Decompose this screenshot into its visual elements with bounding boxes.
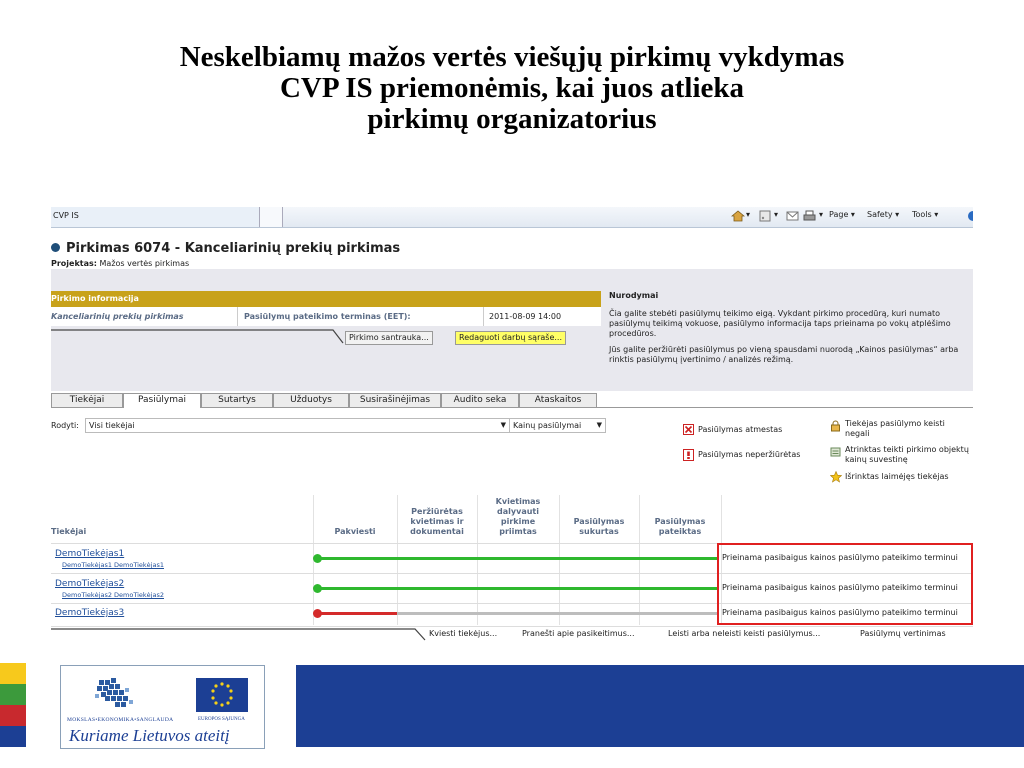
tab-suppliers[interactable]: Tiekėjai: [51, 393, 123, 407]
browser-tab[interactable]: [51, 207, 260, 227]
page-title: Pirkimas 6074 - Kanceliarinių prekių pirkimas: [51, 241, 400, 256]
summary-icon: [830, 446, 841, 458]
print-icon[interactable]: [803, 210, 816, 224]
col-suppliers: Tiekėjai: [51, 527, 87, 536]
progress-track: [317, 557, 717, 560]
slide-title-line-2: CVP IS priemonėmis, kai juos atlieka: [279, 72, 745, 104]
purchase-summary-button[interactable]: Pirkimo santrauka...: [345, 331, 433, 345]
bullet-icon: [51, 243, 60, 252]
tab-audit[interactable]: Audito seka: [441, 393, 519, 407]
allow-change-button[interactable]: Leisti arba neleisti keisti pasiūlymus...: [668, 629, 821, 638]
star-icon: [830, 471, 842, 483]
footer-blue-band: [296, 665, 1024, 747]
feeds-dropdown-icon[interactable]: ▾: [774, 210, 779, 219]
mail-icon[interactable]: [786, 210, 799, 224]
flag-stripe-blue: [0, 726, 26, 747]
tab-reports[interactable]: Ataskaitos: [519, 393, 597, 407]
screenshot: CVP IS ▾ ▾ ▾ Page ▾ Safety ▾ Tools ▾ Pirkimas 6074 - Kanceliarinių prekių pirkimas Projektas: Mažos vertės pirkimas Pirkimo informacija Kanceliarinių prekių pirkimas Pasiūlymų pateikimo terminas (EET): 2011-08-09 14:00 Pirkimo santrauka... Redaguoti darbų sąraše... Nurodymai Čia galite stebėti pasiūlymų teikimo eigą. Vykdant pirkimo procedūrą, kuri numato pasiūlymų teikimą vokuose, pasiūlymo informacija taps prieinama po vokų atplėšimo procedūros. Jūs galite peržiūrėti pasiūlymus po vieną spausdami nuorodą „Kainos pasiūlymas“ arba rinktis pasiūlymų įvertinimo / analizės režimą. Tiekėjai Pasiūlymai Sutartys Užduotys Susirašinėjimas Audito seka Ataskaitos Rodyti: Visi tiekėjai ▼ Kainų pasiūlymai ▼ Pasiūlymas atmestas Pasiūlymas neperžiūrėtas Tiekėjas pasiūlymo keisti negali Atrinktas teikti pirkimo objektų kainų suvestinę Išrinktas laimėjęs tiekėjas Tiekėjai Pakviesti Peržiūrėtas kvietimas ir dokumentai Kvietimas dalyvauti pirkime priimtas Pasiūlymas sukurtas Pasiūlymas pateiktas DemoTiekėjas1 DemoTiekėjas1 DemoTiekėjas1 Prieinama pasibaigus kainos pasiūlymo pateikimo terminui DemoTiekėjas2 DemoTiekėjas2 DemoTiekėjas2 Prieinama pasibaigus kainos pasiūlymo pateikimo terminui DemoTiekėjas3 Prieinama pasibaigus kainos pasiūlymo pateikimo terminui Kviesti tiekėjus... Pranešti apie pasikeitimus... Leisti arba neleisti keisti pasiūlymus... Pasiūlymų vertinimas: [51, 207, 973, 657]
eu-funds-logo: [60, 665, 265, 749]
offer-type-select[interactable]: Kainų pasiūlymai ▼: [509, 418, 606, 433]
eu-flag-icon: [196, 678, 248, 712]
evaluate-offers-button[interactable]: Pasiūlymų vertinimas: [860, 629, 946, 638]
status-highlight-box: [717, 543, 973, 625]
tab-tasks[interactable]: Užduotys: [273, 393, 349, 407]
slogan: Kuriame Lietuvos ateitį: [69, 726, 230, 745]
safety-menu[interactable]: Safety ▾: [867, 210, 900, 219]
status-text: Prieinama pasibaigus kainos pasiūlymo pateikimo terminui: [722, 583, 958, 592]
print-dropdown-icon[interactable]: ▾: [819, 210, 824, 219]
browser-toolbar: [51, 207, 973, 228]
progress-track-rejected: [317, 612, 397, 615]
tab-correspondence[interactable]: Susirašinėjimas: [349, 393, 441, 407]
progress-node-icon: [313, 584, 322, 593]
flag-stripe-red: [0, 705, 26, 726]
supplier-sub-link[interactable]: DemoTiekėjas2 DemoTiekėjas2: [62, 591, 164, 599]
purchase-name: Kanceliarinių prekių pirkimas: [51, 312, 184, 321]
pixel-map-logo-icon: [95, 676, 135, 710]
deadline-label: Pasiūlymų pateikimo terminas (EET):: [244, 312, 411, 321]
supplier-link[interactable]: DemoTiekėjas1: [55, 549, 125, 559]
not-reviewed-icon: [683, 449, 694, 461]
grid-action-bar: [51, 627, 973, 641]
status-text: Prieinama pasibaigus kainos pasiūlymo pateikimo terminui: [722, 608, 958, 617]
slide-title-line-3: pirkimų organizatorius: [367, 103, 657, 135]
instructions-panel: [609, 291, 973, 371]
progress-track: [317, 587, 717, 590]
lock-icon: [830, 420, 841, 432]
project-label: Projektas:: [51, 259, 97, 268]
supplier-link[interactable]: DemoTiekėjas3: [55, 608, 125, 618]
home-dropdown-icon[interactable]: ▾: [746, 210, 751, 219]
tools-menu[interactable]: Tools ▾: [912, 210, 939, 219]
supplier-link[interactable]: DemoTiekėjas2: [55, 579, 125, 589]
purchase-info-header: Pirkimo informacija: [51, 291, 601, 307]
project-value: Mažos vertės pirkimas: [99, 259, 190, 268]
col-submitted: Pasiūlymas pateiktas: [654, 517, 706, 536]
supplier-select[interactable]: Visi tiekėjai ▼: [85, 418, 510, 433]
col-reviewed: Peržiūrėtas kvietimas ir dokumentai: [410, 507, 464, 536]
browser-tab-label: CVP IS: [53, 211, 79, 220]
help-icon[interactable]: [967, 210, 973, 224]
slide-footer: [0, 661, 1024, 768]
instructions-title: Nurodymai: [609, 291, 659, 300]
tab-bar: [51, 392, 973, 408]
new-tab-button[interactable]: [260, 207, 283, 227]
instructions-para-1: Čia galite stebėti pasiūlymų teikimo eigą. Vykdant pirkimo procedūrą, kuri numato pasiūlymų teikimą vokuose, pasiūlymo informacija taps prieinama po vokų atplėšimo procedūros.: [609, 309, 951, 338]
tab-contracts[interactable]: Sutartys: [201, 393, 273, 407]
slide-title-line-1: Neskelbiamų mažos vertės viešųjų pirkimų vykdymas: [179, 41, 845, 73]
flag-stripe-yellow: [0, 663, 26, 684]
col-accepted: Kvietimas dalyvauti pirkime priimtas: [495, 497, 541, 536]
eu-caption: EUROPOS SĄJUNGA: [198, 717, 245, 722]
purchase-info-row: [51, 307, 601, 326]
col-invited: Pakviesti: [334, 527, 376, 536]
feeds-icon[interactable]: [759, 210, 771, 224]
purchase-action-bar: [51, 327, 601, 345]
project-line: [51, 259, 189, 268]
rejected-icon: [683, 424, 694, 435]
instructions-para-2: Jūs galite peržiūrėti pasiūlymus po vieną spausdami nuorodą „Kainos pasiūlymas“ arba rinktis pasiūlymų įvertinimo / analizės režimą.: [609, 345, 959, 364]
status-text: Prieinama pasibaigus kainos pasiūlymo pateikimo terminui: [722, 553, 958, 562]
progress-node-icon: [313, 609, 322, 618]
chevron-down-icon: ▼: [500, 421, 506, 429]
show-label: Rodyti:: [51, 421, 79, 430]
deadline-value: 2011-08-09 14:00: [489, 312, 562, 321]
col-created: Pasiūlymas sukurtas: [573, 517, 625, 536]
org-caption: MOKSLAS•EKONOMIKA•SANGLAUDA: [67, 717, 174, 723]
slide-title: [0, 42, 1024, 135]
page-menu[interactable]: Page ▾: [829, 210, 855, 219]
progress-track-inactive: [397, 612, 717, 615]
edit-tasks-button[interactable]: Redaguoti darbų sąraše...: [455, 331, 566, 345]
tab-offers[interactable]: Pasiūlymai: [123, 393, 201, 408]
progress-node-icon: [313, 554, 322, 563]
flag-stripe-green: [0, 684, 26, 705]
notify-changes-button[interactable]: Pranešti apie pasikeitimus...: [522, 629, 635, 638]
chevron-down-icon: ▼: [596, 421, 602, 429]
supplier-sub-link[interactable]: DemoTiekėjas1 DemoTiekėjas1: [62, 561, 164, 569]
grid-header: [51, 495, 973, 543]
invite-suppliers-button[interactable]: Kviesti tiekėjus...: [429, 629, 498, 638]
home-icon[interactable]: [731, 210, 745, 224]
